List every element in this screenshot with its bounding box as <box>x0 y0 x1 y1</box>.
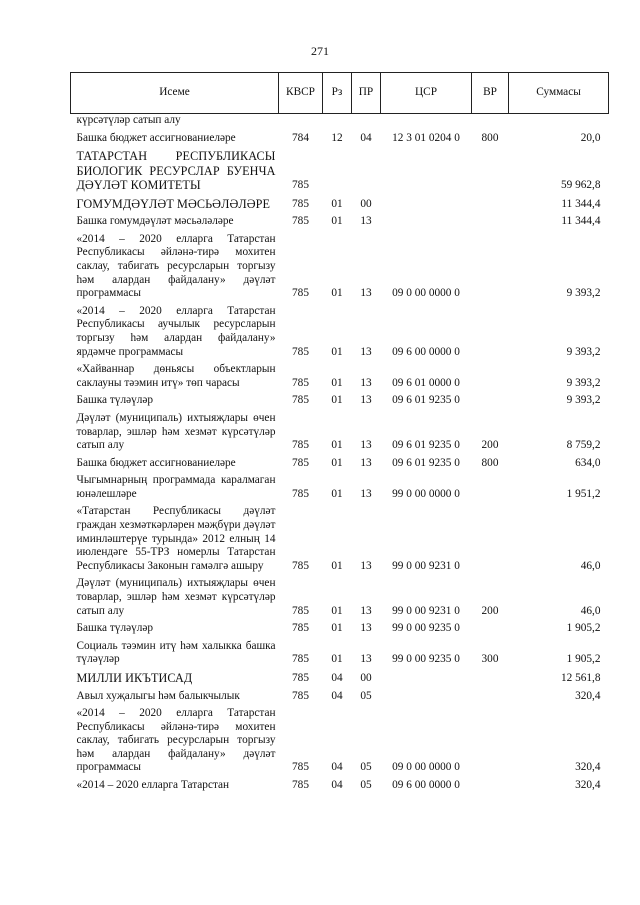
table-row <box>71 505 609 573</box>
cell-name: Башка түләүләр <box>76 394 154 407</box>
cell-sum: 9 393,2 <box>566 287 601 300</box>
cell-sum: 320,4 <box>575 761 601 774</box>
cell-rz: 01 <box>331 215 343 228</box>
header-csr: ЦСР <box>381 73 472 114</box>
cell-pr: 00 <box>360 671 372 684</box>
header-sum: Суммасы <box>509 73 609 114</box>
cell-kvsr: 785 <box>292 487 309 500</box>
cell-kvsr: 785 <box>292 761 309 774</box>
cell-csr <box>381 114 472 128</box>
table-row <box>71 215 609 229</box>
cell-vr: 200 <box>481 604 499 617</box>
cell-csr: 09 6 01 9235 0 <box>392 439 460 452</box>
cell-csr: 99 0 00 0000 0 <box>392 487 460 500</box>
cell-rz: 01 <box>331 622 343 635</box>
table-row <box>71 622 609 636</box>
cell-pr: 13 <box>360 287 372 300</box>
cell-sum: 46,0 <box>580 604 601 617</box>
cell-pr: 13 <box>360 653 372 666</box>
table-row <box>71 640 609 667</box>
cell-name: «2014 – 2020 елларга Татарстан Республикасы аучылык ресурсларын торгызу һәм алардан файдалану» ярдәмче программасы <box>76 304 276 358</box>
cell-kvsr: 784 <box>292 131 309 144</box>
cell-sum: 1 951,2 <box>566 487 601 500</box>
table-row <box>71 305 609 359</box>
table-row <box>71 363 609 390</box>
cell-kvsr: 785 <box>292 345 309 358</box>
cell-kvsr: 785 <box>292 671 309 684</box>
cell-rz: 01 <box>331 653 343 666</box>
cell-vr <box>472 114 509 128</box>
table-row <box>71 474 609 501</box>
cell-vr <box>472 779 509 793</box>
cell-name: Дәүләт (муниципаль) ихтыяҗлары өчен товарлар, эшләр һәм хезмәт күрсәтүләр сатып алу <box>76 411 276 452</box>
cell-csr: 09 0 00 0000 0 <box>392 287 460 300</box>
cell-pr: 05 <box>360 689 372 702</box>
cell-pr: 13 <box>360 456 372 469</box>
cell-vr <box>472 671 509 686</box>
cell-pr: 13 <box>360 215 372 228</box>
cell-csr <box>381 197 472 212</box>
cell-sum: 46,0 <box>580 559 601 572</box>
cell-csr: 09 6 00 0000 0 <box>392 345 460 358</box>
cell-vr <box>472 363 509 390</box>
cell-csr: 09 6 01 9235 0 <box>392 456 460 469</box>
cell-kvsr: 785 <box>292 653 309 666</box>
cell-csr: 09 6 01 9235 0 <box>392 394 460 407</box>
cell-csr: 09 0 00 0000 0 <box>392 761 460 774</box>
cell-kvsr: 785 <box>292 179 309 192</box>
cell-csr: 12 3 01 0204 0 <box>392 131 460 144</box>
table-row <box>71 690 609 704</box>
cell-rz: 01 <box>331 439 343 452</box>
table-row <box>71 671 609 686</box>
cell-rz <box>323 114 352 128</box>
cell-rz: 01 <box>331 394 343 407</box>
cell-vr <box>472 197 509 212</box>
cell-csr: 99 0 00 9231 0 <box>392 604 460 617</box>
cell-vr <box>472 215 509 229</box>
cell-sum: 1 905,2 <box>566 622 601 635</box>
cell-vr <box>472 233 509 301</box>
cell-csr: 99 0 00 9231 0 <box>392 559 460 572</box>
table-row <box>71 114 609 128</box>
table-row <box>71 149 609 193</box>
cell-rz: 04 <box>331 761 343 774</box>
cell-vr: 800 <box>481 456 499 469</box>
cell-kvsr: 785 <box>292 215 309 228</box>
cell-kvsr: 785 <box>292 456 309 469</box>
cell-pr: 05 <box>360 761 372 774</box>
cell-csr <box>381 149 472 193</box>
cell-pr: 13 <box>360 394 372 407</box>
cell-csr <box>381 690 472 704</box>
cell-name: Дәүләт (муниципаль) ихтыяҗлары өчен товарлар, эшләр һәм хезмәт күрсәтүләр сатып алу <box>76 577 276 617</box>
cell-pr <box>352 149 381 193</box>
cell-vr <box>472 622 509 636</box>
cell-rz: 01 <box>331 456 343 469</box>
cell-pr: 13 <box>360 345 372 358</box>
cell-name: «Хайваннар дөньясы объектларын саклауны тәэмин итү» төп чарасы <box>76 363 276 389</box>
cell-pr: 00 <box>360 197 372 210</box>
cell-pr: 13 <box>360 376 372 389</box>
cell-sum: 8 759,2 <box>566 439 601 452</box>
cell-kvsr: 785 <box>292 287 309 300</box>
cell-rz: 01 <box>331 345 343 358</box>
cell-sum: 320,4 <box>575 779 601 792</box>
cell-name: Башка бюджет ассигнованиеләре <box>76 456 236 469</box>
cell-kvsr: 785 <box>292 197 309 210</box>
cell-kvsr: 785 <box>292 622 309 635</box>
cell-sum: 9 393,2 <box>566 345 601 358</box>
cell-vr <box>472 474 509 501</box>
cell-name: Башка түләүләр <box>76 622 154 635</box>
cell-kvsr <box>279 114 323 128</box>
cell-sum: 1 905,2 <box>566 653 601 666</box>
cell-name: ТАТАРСТАН РЕСПУБЛИКАСЫ БИОЛОГИК РЕСУРСЛАР БУЕНЧА ДӘҮЛӘТ КОМИТЕТЫ <box>76 149 276 193</box>
cell-csr <box>381 215 472 229</box>
table-row <box>71 707 609 775</box>
cell-pr: 05 <box>360 779 372 792</box>
cell-vr: 800 <box>481 131 499 144</box>
cell-rz: 01 <box>331 487 343 500</box>
cell-name: Башка бюджет ассигнованиеләре <box>76 131 236 144</box>
page-number: 271 <box>311 44 329 58</box>
cell-name: Социаль тәэмин итү һәм халыкка башка түләүләр <box>76 639 276 666</box>
cell-rz: 01 <box>331 197 343 210</box>
cell-name: Авыл хуҗалыгы һәм балыкчылык <box>76 689 240 702</box>
cell-csr: 99 0 00 9235 0 <box>392 653 460 666</box>
table-row <box>71 132 609 146</box>
cell-rz: 04 <box>331 689 343 702</box>
cell-csr: 09 6 00 0000 0 <box>392 779 460 792</box>
cell-vr <box>472 505 509 573</box>
cell-name: Башка гомумдәүләт мәсьәләләре <box>76 215 234 228</box>
cell-csr <box>381 671 472 686</box>
cell-kvsr: 785 <box>292 376 309 389</box>
cell-sum: 9 393,2 <box>566 394 601 407</box>
table-row <box>71 577 609 618</box>
table-body <box>71 114 609 793</box>
cell-vr <box>472 707 509 775</box>
cell-name: «2014 – 2020 елларга Татарстан <box>76 779 230 792</box>
cell-pr: 13 <box>360 604 372 617</box>
header-pr: ПР <box>352 73 381 114</box>
cell-rz: 01 <box>331 604 343 617</box>
table-row <box>71 394 609 408</box>
cell-pr: 13 <box>360 487 372 500</box>
cell-kvsr: 785 <box>292 439 309 452</box>
cell-sum: 634,0 <box>575 456 601 469</box>
cell-name: «Татарстан Республикасы дәүләт граждан хезмәткәрләрен мәҗбүри дәүләт иминләштерүе турында» 2012 елның 14 июлендәге 55-ТРЗ номерлы Татарстан Республикасы Законын гамәлгә ашыру <box>76 505 276 572</box>
cell-kvsr: 785 <box>292 779 309 792</box>
table-header-row <box>71 73 609 114</box>
cell-vr <box>472 149 509 193</box>
cell-sum: 12 561,8 <box>560 671 601 684</box>
cell-kvsr: 785 <box>292 559 309 572</box>
cell-name: МИЛЛИ ИКЪТИСАД <box>76 671 193 685</box>
table-row <box>71 412 609 453</box>
cell-rz <box>323 149 352 193</box>
budget-table <box>70 72 609 793</box>
cell-sum: 9 393,2 <box>566 376 601 389</box>
cell-csr: 09 6 01 0000 0 <box>392 376 460 389</box>
cell-rz: 04 <box>331 779 343 792</box>
cell-pr: 13 <box>360 622 372 635</box>
cell-pr <box>352 114 381 128</box>
cell-csr: 99 0 00 9235 0 <box>392 622 460 635</box>
cell-rz: 01 <box>331 559 343 572</box>
cell-pr: 04 <box>360 131 372 144</box>
cell-name: «2014 – 2020 елларга Татарстан Республикасы әйләнә-тирә мохитен саклау, табигать ресурсларын торгызу һәм алардан файдалану» дәүләт программасы <box>76 232 276 300</box>
cell-vr: 300 <box>481 653 499 666</box>
cell-kvsr: 785 <box>292 689 309 702</box>
table-row <box>71 457 609 471</box>
table-row <box>71 197 609 212</box>
cell-vr <box>472 394 509 408</box>
header-rz: Рз <box>323 73 352 114</box>
cell-vr: 200 <box>481 439 499 452</box>
cell-rz: 01 <box>331 287 343 300</box>
cell-sum <box>509 114 609 128</box>
cell-name: «2014 – 2020 елларга Татарстан Республикасы әйләнә-тирә мохитен саклау, табигать ресурсларын торгызу һәм алардан файдалану» дәүләт программасы <box>76 707 276 774</box>
cell-sum: 320,4 <box>575 689 601 702</box>
cell-rz: 04 <box>331 671 343 684</box>
cell-sum: 59 962,8 <box>560 179 601 192</box>
cell-kvsr: 785 <box>292 394 309 407</box>
cell-vr <box>472 305 509 359</box>
header-name: Исеме <box>71 73 279 114</box>
table-row <box>71 233 609 301</box>
cell-rz: 12 <box>331 131 343 144</box>
table-row <box>71 779 609 793</box>
cell-name: Чыгымнарның программада каралмаган юнәлешләре <box>76 474 276 500</box>
header-kvsr: КВСР <box>279 73 323 114</box>
cell-name: ГОМУМДӘҮЛӘТ МӘСЬӘЛӘЛӘРЕ <box>76 196 271 211</box>
cell-pr: 13 <box>360 439 372 452</box>
cell-name: күрсәтүләр сатып алу <box>76 114 181 126</box>
cell-sum: 11 344,4 <box>561 215 601 228</box>
cell-vr <box>472 690 509 704</box>
cell-pr: 13 <box>360 559 372 572</box>
cell-kvsr: 785 <box>292 604 309 617</box>
cell-rz: 01 <box>331 376 343 389</box>
cell-sum: 11 344,4 <box>561 197 601 210</box>
cell-sum: 20,0 <box>580 131 601 144</box>
header-vr: ВР <box>472 73 509 114</box>
